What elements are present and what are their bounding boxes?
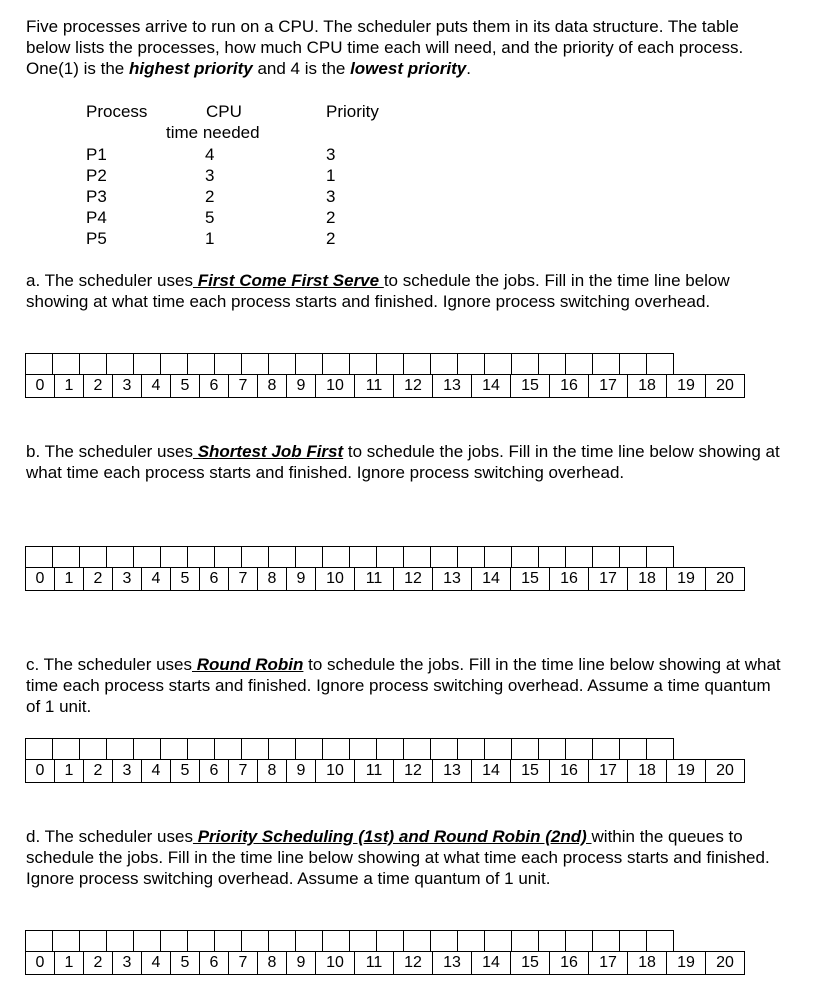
timeline-blank-cell[interactable]: [403, 353, 431, 375]
timeline-tick-label: 15: [510, 951, 550, 975]
timeline-tick-label: 19: [666, 374, 706, 398]
timeline-blank-cell[interactable]: [25, 930, 53, 952]
timeline-blank-cell[interactable]: [322, 738, 350, 760]
question-a-method: First Come First Serve: [192, 271, 384, 290]
timeline-blank-cell[interactable]: [511, 353, 539, 375]
timeline-tick-label: 16: [549, 374, 589, 398]
timeline-tick-label: 2: [83, 374, 113, 398]
row-cpu: 2: [205, 187, 215, 206]
timeline-tick-label: 0: [25, 759, 55, 783]
timeline-blank-cell[interactable]: [403, 546, 431, 568]
timeline-tick-label: 7: [228, 567, 258, 591]
timeline-blank-cell[interactable]: [160, 353, 188, 375]
timeline-tick-label: 17: [588, 567, 628, 591]
timeline-blank-cell[interactable]: [457, 353, 485, 375]
timeline-number-row: [25, 374, 745, 398]
timeline-tick-label: 5: [170, 567, 200, 591]
timeline-blank-cell[interactable]: [295, 546, 323, 568]
timeline-fill-row[interactable]: [25, 930, 674, 952]
highest-priority-text: highest priority: [129, 59, 253, 78]
timeline-tick-label: 5: [170, 759, 200, 783]
timeline-tick-label: 7: [228, 951, 258, 975]
timeline-blank-cell[interactable]: [160, 738, 188, 760]
timeline-blank-cell[interactable]: [484, 930, 512, 952]
timeline-tick-label: 15: [510, 759, 550, 783]
timeline-blank-cell[interactable]: [52, 738, 80, 760]
timeline-blank-cell[interactable]: [295, 930, 323, 952]
timeline-tick-label: 9: [286, 374, 316, 398]
timeline-tick-label: 0: [25, 374, 55, 398]
timeline-tick-label: 7: [228, 759, 258, 783]
header-process: Process: [86, 102, 148, 121]
timeline-tick-label: 9: [286, 567, 316, 591]
timeline-tick-label: 17: [588, 374, 628, 398]
timeline-blank-cell[interactable]: [349, 930, 377, 952]
timeline-tick-label: 2: [83, 759, 113, 783]
timeline-tick-label: 8: [257, 951, 287, 975]
timeline-tick-label: 10: [315, 567, 355, 591]
question-a: [26, 270, 786, 312]
timeline-blank-cell[interactable]: [214, 738, 242, 760]
timeline-tick-label: 14: [471, 951, 511, 975]
timeline-blank-cell[interactable]: [457, 930, 485, 952]
timeline-tick-label: 1: [54, 567, 84, 591]
timeline-tick-label: 17: [588, 759, 628, 783]
timeline-tick-label: 12: [393, 374, 433, 398]
timeline-number-row: [25, 951, 745, 975]
timeline-blank-cell[interactable]: [592, 930, 620, 952]
timeline-blank-cell[interactable]: [52, 353, 80, 375]
timeline-blank-cell[interactable]: [511, 738, 539, 760]
timeline-blank-cell[interactable]: [349, 353, 377, 375]
timeline-tick-label: 8: [257, 759, 287, 783]
timeline-blank-cell[interactable]: [376, 738, 404, 760]
timeline-tick-label: 0: [25, 567, 55, 591]
row-process: P2: [86, 166, 107, 185]
timeline-tick-label: 3: [112, 567, 142, 591]
timeline-tick-label: 11: [354, 951, 394, 975]
row-priority: 1: [326, 166, 336, 185]
timeline-tick-label: 20: [705, 759, 745, 783]
timeline-blank-cell[interactable]: [187, 546, 215, 568]
row-process: P1: [86, 145, 107, 164]
timeline-blank-cell[interactable]: [241, 738, 269, 760]
timeline-blank-cell[interactable]: [538, 738, 566, 760]
timeline-fill-row[interactable]: [25, 738, 674, 760]
timeline-tick-label: 1: [54, 374, 84, 398]
timeline-blank-cell[interactable]: [241, 546, 269, 568]
timeline-blank-cell[interactable]: [430, 930, 458, 952]
timeline-tick-label: 5: [170, 374, 200, 398]
timeline-tick-label: 19: [666, 567, 706, 591]
timeline-blank-cell[interactable]: [376, 353, 404, 375]
timeline-blank-cell[interactable]: [25, 353, 53, 375]
question-d: [26, 826, 786, 889]
timeline-blank-cell[interactable]: [565, 546, 593, 568]
timeline-blank-cell[interactable]: [457, 546, 485, 568]
question-a-post: to schedule the jobs. Fill in the time line below showing at what time each process starts and finished. Ignore process switching overhead.: [26, 271, 730, 311]
timeline-blank-cell[interactable]: [322, 353, 350, 375]
timeline-blank-cell[interactable]: [133, 353, 161, 375]
header-cpu: CPU: [206, 102, 242, 121]
timeline-tick-label: 10: [315, 759, 355, 783]
timeline-blank-cell[interactable]: [619, 546, 647, 568]
timeline-blank-cell[interactable]: [106, 353, 134, 375]
timeline-fill-row[interactable]: [25, 353, 674, 375]
row-priority: 3: [326, 187, 336, 206]
timeline-tick-label: 0: [25, 951, 55, 975]
timeline-tick-label: 19: [666, 759, 706, 783]
timeline-tick-label: 18: [627, 759, 667, 783]
timeline-blank-cell[interactable]: [592, 546, 620, 568]
timeline-tick-label: 13: [432, 374, 472, 398]
timeline-blank-cell[interactable]: [106, 738, 134, 760]
timeline-blank-cell[interactable]: [646, 738, 674, 760]
timeline-blank-cell[interactable]: [133, 930, 161, 952]
timeline-tick-label: 16: [549, 567, 589, 591]
timeline-blank-cell[interactable]: [349, 738, 377, 760]
timeline-tick-label: 1: [54, 951, 84, 975]
timeline-tick-label: 20: [705, 374, 745, 398]
timeline-blank-cell[interactable]: [133, 738, 161, 760]
timeline-blank-cell[interactable]: [295, 353, 323, 375]
question-b-method: Shortest Job First: [192, 442, 344, 461]
question-b-pre: b. The scheduler uses: [26, 442, 193, 461]
timeline-blank-cell[interactable]: [52, 546, 80, 568]
timeline-blank-cell[interactable]: [241, 930, 269, 952]
intro-and-text: and 4 is the: [252, 59, 351, 78]
timeline-tick-label: 3: [112, 951, 142, 975]
timeline-tick-label: 4: [141, 951, 171, 975]
timeline-blank-cell[interactable]: [430, 738, 458, 760]
timeline-blank-cell[interactable]: [403, 738, 431, 760]
timeline-blank-cell[interactable]: [592, 738, 620, 760]
question-b-post: to schedule the jobs. Fill in the time line below showing at what time each process starts and finished. Ignore process switching overhead.: [26, 442, 780, 482]
timeline-tick-label: 19: [666, 951, 706, 975]
question-c-post: to schedule the jobs. Fill in the time line below showing at what time each process starts and finished. Ignore process switching overhead. Assume a time quantum of 1 unit.: [26, 655, 781, 716]
question-c-pre: c. The scheduler uses: [26, 655, 192, 674]
timeline-blank-cell[interactable]: [187, 930, 215, 952]
row-cpu: 1: [205, 229, 215, 248]
timeline-blank-cell[interactable]: [511, 546, 539, 568]
timeline-blank-cell[interactable]: [619, 738, 647, 760]
timeline-blank-cell[interactable]: [214, 353, 242, 375]
timeline-blank-cell[interactable]: [349, 546, 377, 568]
timeline-blank-cell[interactable]: [538, 353, 566, 375]
timeline-blank-cell[interactable]: [52, 930, 80, 952]
timeline-tick-label: 14: [471, 567, 511, 591]
question-d-post: within the queues to schedule the jobs. Fill in the time line below showing at what time each process starts and finished. Ignore process switching overhead. Assume a time quantum of 1 unit.: [26, 827, 770, 888]
timeline-blank-cell[interactable]: [79, 546, 107, 568]
lowest-priority-text: lowest priority: [350, 59, 467, 78]
timeline-blank-cell[interactable]: [322, 546, 350, 568]
question-a-pre: a. The scheduler uses: [26, 271, 193, 290]
row-process: P5: [86, 229, 107, 248]
timeline-tick-label: 2: [83, 567, 113, 591]
timeline-tick-label: 20: [705, 951, 745, 975]
timeline-tick-label: 16: [549, 759, 589, 783]
header-time-needed: time needed: [166, 123, 260, 142]
timeline-number-row: [25, 567, 745, 591]
timeline-tick-label: 6: [199, 567, 229, 591]
timeline-blank-cell[interactable]: [619, 353, 647, 375]
row-priority: 2: [326, 208, 336, 227]
question-b: [26, 441, 786, 483]
timeline-blank-cell[interactable]: [268, 738, 296, 760]
timeline-blank-cell[interactable]: [79, 930, 107, 952]
timeline-fill-row[interactable]: [25, 546, 674, 568]
timeline-blank-cell[interactable]: [646, 353, 674, 375]
row-priority: 2: [326, 229, 336, 248]
timeline-blank-cell[interactable]: [430, 546, 458, 568]
timeline-tick-label: 6: [199, 759, 229, 783]
timeline-blank-cell[interactable]: [430, 353, 458, 375]
timeline-blank-cell[interactable]: [133, 546, 161, 568]
intro-text: Five processes arrive to run on a CPU. The scheduler puts them in its data structure. The table below lists the processes, how much CPU time each will need, and the priority of each process. One(1) is the: [26, 17, 744, 78]
timeline-blank-cell[interactable]: [214, 930, 242, 952]
timeline-blank-cell[interactable]: [268, 353, 296, 375]
timeline-blank-cell[interactable]: [403, 930, 431, 952]
row-cpu: 5: [205, 208, 215, 227]
timeline-blank-cell[interactable]: [646, 930, 674, 952]
header-priority: Priority: [326, 102, 379, 121]
timeline-blank-cell[interactable]: [322, 930, 350, 952]
timeline-blank-cell[interactable]: [565, 738, 593, 760]
timeline-blank-cell[interactable]: [511, 930, 539, 952]
row-priority: 3: [326, 145, 336, 164]
timeline-blank-cell[interactable]: [295, 738, 323, 760]
timeline-tick-label: 6: [199, 951, 229, 975]
timeline-blank-cell[interactable]: [160, 930, 188, 952]
timeline-blank-cell[interactable]: [187, 353, 215, 375]
timeline-blank-cell[interactable]: [457, 738, 485, 760]
timeline-blank-cell[interactable]: [565, 930, 593, 952]
timeline-tick-label: 12: [393, 567, 433, 591]
timeline-blank-cell[interactable]: [484, 353, 512, 375]
timeline-blank-cell[interactable]: [619, 930, 647, 952]
timeline-tick-label: 11: [354, 759, 394, 783]
timeline-tick-label: 15: [510, 374, 550, 398]
question-c-method: Round Robin: [192, 655, 304, 674]
timeline-blank-cell[interactable]: [646, 546, 674, 568]
timeline-blank-cell[interactable]: [79, 738, 107, 760]
question-d-method: Priority Scheduling (1st) and Round Robin (2nd): [192, 827, 592, 846]
timeline-blank-cell[interactable]: [268, 930, 296, 952]
timeline-blank-cell[interactable]: [565, 353, 593, 375]
row-cpu: 3: [205, 166, 215, 185]
timeline-tick-label: 4: [141, 759, 171, 783]
timeline-tick-label: 13: [432, 567, 472, 591]
timeline-blank-cell[interactable]: [25, 738, 53, 760]
timeline-tick-label: 4: [141, 567, 171, 591]
timeline-tick-label: 9: [286, 951, 316, 975]
timeline-blank-cell[interactable]: [25, 546, 53, 568]
timeline-blank-cell[interactable]: [376, 930, 404, 952]
timeline-tick-label: 11: [354, 374, 394, 398]
timeline-tick-label: 15: [510, 567, 550, 591]
timeline-number-row: [25, 759, 745, 783]
row-cpu: 4: [205, 145, 215, 164]
timeline-tick-label: 11: [354, 567, 394, 591]
timeline-tick-label: 1: [54, 759, 84, 783]
timeline-tick-label: 9: [286, 759, 316, 783]
timeline-blank-cell[interactable]: [592, 353, 620, 375]
timeline-tick-label: 13: [432, 759, 472, 783]
timeline-tick-label: 16: [549, 951, 589, 975]
timeline-blank-cell[interactable]: [484, 546, 512, 568]
timeline-tick-label: 18: [627, 951, 667, 975]
timeline-tick-label: 17: [588, 951, 628, 975]
row-process: P3: [86, 187, 107, 206]
timeline-tick-label: 3: [112, 374, 142, 398]
timeline-tick-label: 2: [83, 951, 113, 975]
timeline-tick-label: 12: [393, 759, 433, 783]
intro-end-text: .: [466, 59, 471, 78]
timeline-blank-cell[interactable]: [241, 353, 269, 375]
timeline-tick-label: 12: [393, 951, 433, 975]
timeline-tick-label: 13: [432, 951, 472, 975]
timeline-tick-label: 7: [228, 374, 258, 398]
timeline-tick-label: 10: [315, 374, 355, 398]
timeline-tick-label: 18: [627, 567, 667, 591]
timeline-tick-label: 10: [315, 951, 355, 975]
question-c: [26, 654, 786, 717]
timeline-tick-label: 8: [257, 374, 287, 398]
question-d-pre: d. The scheduler uses: [26, 827, 193, 846]
timeline-tick-label: 6: [199, 374, 229, 398]
row-process: P4: [86, 208, 107, 227]
timeline-blank-cell[interactable]: [376, 546, 404, 568]
timeline-blank-cell[interactable]: [484, 738, 512, 760]
timeline-blank-cell[interactable]: [268, 546, 296, 568]
timeline-blank-cell[interactable]: [160, 546, 188, 568]
timeline-blank-cell[interactable]: [106, 930, 134, 952]
timeline-tick-label: 5: [170, 951, 200, 975]
intro-paragraph: [26, 16, 786, 79]
timeline-tick-label: 14: [471, 374, 511, 398]
timeline-blank-cell[interactable]: [214, 546, 242, 568]
timeline-blank-cell[interactable]: [538, 546, 566, 568]
timeline-tick-label: 20: [705, 567, 745, 591]
timeline-tick-label: 3: [112, 759, 142, 783]
timeline-blank-cell[interactable]: [106, 546, 134, 568]
timeline-tick-label: 14: [471, 759, 511, 783]
timeline-blank-cell[interactable]: [538, 930, 566, 952]
timeline-tick-label: 18: [627, 374, 667, 398]
timeline-tick-label: 8: [257, 567, 287, 591]
timeline-tick-label: 4: [141, 374, 171, 398]
timeline-blank-cell[interactable]: [187, 738, 215, 760]
timeline-blank-cell[interactable]: [79, 353, 107, 375]
